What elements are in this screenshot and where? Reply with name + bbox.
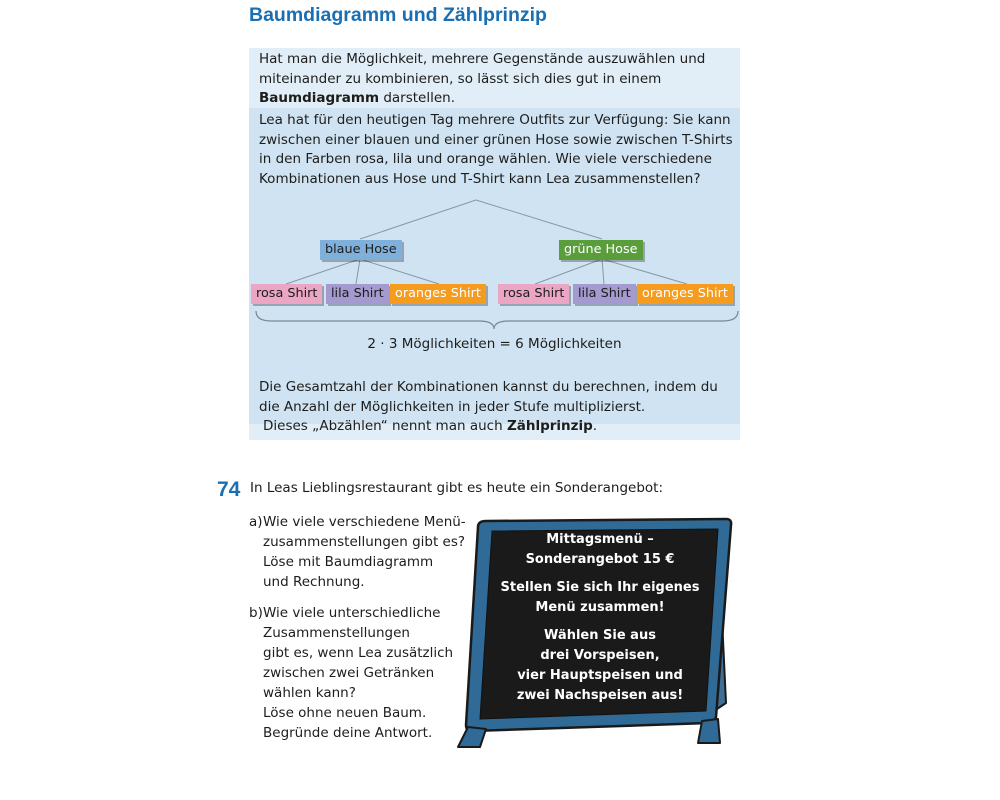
subtask-line: Begründe deine Antwort.: [263, 725, 433, 741]
example-line: Lea hat für den heutigen Tag mehrere Outfits zur Verfügung: Sie kann: [259, 112, 731, 128]
node-pink-shirt: rosa Shirt: [498, 284, 569, 304]
node-lila-shirt: lila Shirt: [573, 284, 636, 304]
intro-bold-term: Baumdiagramm: [259, 90, 380, 106]
subtask-line: und Rechnung.: [263, 574, 365, 590]
subtask-label: a): [249, 514, 263, 530]
page-title: Baumdiagramm und Zählprinzip: [249, 4, 547, 26]
sign-line: Mittagsmenü –: [546, 532, 654, 547]
summary-line: die Anzahl der Möglichkeiten in jeder Stufe multiplizierst.: [259, 398, 646, 415]
subtask-line: Wie viele unterschiedliche: [263, 605, 441, 621]
tree-branch: [602, 259, 604, 284]
subtask-b: [249, 603, 453, 743]
example-line: in den Farben rosa, lila und orange wählen. Wie viele verschiedene: [259, 151, 712, 167]
example-line: Kombinationen aus Hose und T-Shirt kann Lea zusammenstellen?: [259, 170, 701, 187]
node-green-pants: grüne Hose: [559, 240, 643, 260]
tree-branch: [602, 259, 687, 284]
intro-line: Hat man die Möglichkeit, mehrere Gegenstände auszuwählen und: [259, 51, 706, 67]
summary-last-line: Dieses „Abzählen“ nennt man auch: [263, 418, 507, 434]
task-intro: In Leas Lieblingsrestaurant gibt es heute ein Sonderangebot:: [250, 480, 664, 496]
sign-line: Wählen Sie aus: [544, 628, 656, 643]
sign-line: vier Hauptspeisen und: [517, 668, 683, 683]
summary-paragraph: [259, 378, 718, 437]
intro-line: miteinander zu kombinieren, so lässt sich dies gut in einem: [259, 70, 662, 87]
brace: [256, 311, 738, 329]
tree-branch: [356, 259, 360, 284]
sign-line: Stellen Sie sich Ihr eigenes: [500, 580, 700, 595]
board-leg-left: [458, 727, 486, 747]
subtask-line: Zusammenstellungen: [263, 625, 410, 641]
subtask-line: zwischen zwei Getränken: [263, 665, 435, 681]
summary-bold-term: Zählprinzip: [506, 418, 593, 434]
formula: 2 · 3 Möglichkeiten = 6 Möglichkeiten: [367, 336, 622, 352]
sign-line: Sonderangebot 15 €: [525, 552, 675, 567]
node-orange-shirt: oranges Shirt: [637, 284, 733, 304]
info-box: [249, 48, 740, 440]
subtask-label: b): [249, 605, 263, 621]
sign-line: zwei Nachspeisen aus!: [516, 688, 684, 703]
tree-branch: [360, 200, 476, 239]
node-lila-shirt: lila Shirt: [326, 284, 389, 304]
task-number: 74: [217, 478, 241, 501]
menu-board-text: [492, 530, 708, 706]
intro-tail: darstellen.: [379, 90, 456, 106]
sign-line: drei Vorspeisen,: [540, 648, 660, 663]
node-pink-shirt: rosa Shirt: [251, 284, 322, 304]
example-line: zwischen einer blauen und einer grünen Hose sowie zwischen T-Shirts: [259, 131, 733, 148]
tree-branch: [535, 259, 602, 284]
sign-line: Menü zusammen!: [535, 600, 665, 615]
tree-branch: [286, 259, 360, 284]
subtask-line: Wie viele verschiedene Menü-: [263, 514, 466, 530]
summary-line: Die Gesamtzahl der Kombinationen kannst du berechnen, indem du: [259, 379, 718, 395]
subtask-line: Löse mit Baumdiagramm: [263, 554, 434, 570]
tree-branch: [360, 259, 439, 284]
subtask-a: [249, 512, 466, 592]
subtask-line: gibt es, wenn Lea zusätzlich: [263, 645, 454, 661]
summary-end: .: [592, 418, 598, 434]
node-orange-shirt: oranges Shirt: [390, 284, 486, 304]
subtask-line: wählen kann?: [263, 685, 356, 701]
subtask-line: zusammenstellungen gibt es?: [263, 534, 466, 550]
subtask-line: Löse ohne neuen Baum.: [263, 705, 427, 721]
node-blue-pants: blaue Hose: [320, 240, 402, 260]
tree-branch: [476, 200, 602, 239]
board-leg-right: [698, 719, 720, 743]
